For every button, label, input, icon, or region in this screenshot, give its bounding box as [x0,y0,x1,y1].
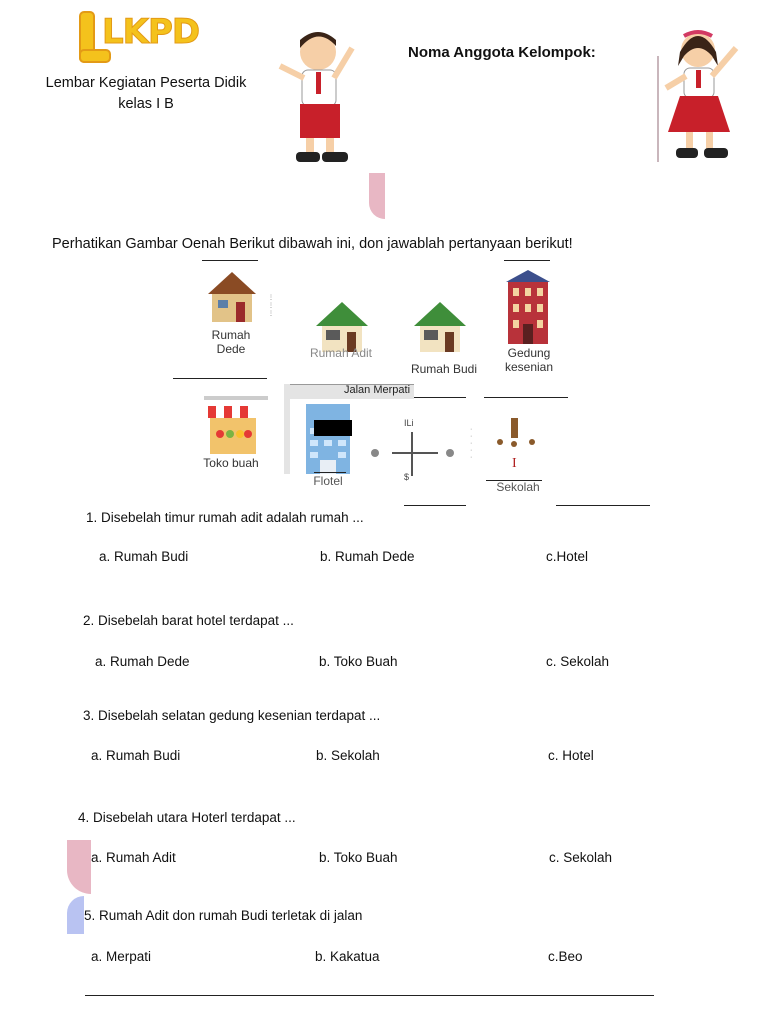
lkpd-logo [76,10,200,66]
girl-student-illustration [656,26,746,166]
q3-option-b[interactable]: b. Sekolah [316,748,380,763]
decorative-blue-shape [67,896,84,934]
q1-option-c[interactable]: c.Hotel [546,549,589,564]
toko-buah-label: Toko buah [196,456,266,470]
compass-icon [366,420,466,484]
boy-student-illustration [276,26,366,166]
sekolah-school-icon [494,416,540,448]
group-members-label: Noma Anggota Kelompok: [408,44,596,61]
compass-south: $ [404,472,410,482]
rumah-dede-house-icon [204,268,260,324]
q1-option-b[interactable]: b. Rumah Dede [320,549,415,564]
rumah-budi-label: Rumah Budi [410,362,478,376]
question-2: 2. Disebelah barat hotel terdapat ... [83,613,294,628]
hotel-building-icon [306,404,350,474]
compass-marks: · · · · · [470,426,473,461]
street-vertical [284,384,290,474]
gedung-kesenian-building-icon [504,268,552,346]
page-subtitle: Lembar Kegiatan Peserta Didik kelas I B [45,75,247,112]
q4-option-a[interactable]: a. Rumah Adit [91,850,176,865]
instruction-text: Perhatikan Gambar Oenah Berikut dibawah ini, don jawablah pertanyaan berikut! [52,236,573,252]
q3-option-a[interactable]: a. Rumah Budi [91,748,181,763]
question-4: 4. Disebelah utara Hoterl terdapat ... [78,810,296,825]
question-3: 3. Disebelah selatan gedung kesenian terdapat ... [83,708,381,723]
sekolah-label: Sekolah [496,480,540,494]
rumah-adit-label: Rumah Adit [309,346,373,360]
bottom-divider [85,995,654,996]
black-redaction-box [314,420,352,436]
decorative-pink-shape [369,173,385,219]
compass-north: ILi [404,418,414,428]
q5-option-a[interactable]: a. Merpati [91,949,152,964]
q3-option-c[interactable]: c. Hotel [548,748,594,763]
q2-option-a[interactable]: a. Rumah Dede [95,654,190,669]
compass-east: I [512,456,517,471]
gedung-kesenian-label: Gedung kesenian [504,346,554,374]
q4-option-b[interactable]: b. Toko Buah [319,850,398,865]
hotel-label: Flotel [313,474,343,488]
small-marks: ⋮ ⋮ ⋮ [268,295,274,317]
rumah-dede-label: Rumah Dede [211,328,251,356]
decorative-pink-shape-2 [67,840,91,894]
q1-option-a[interactable]: a. Rumah Budi [99,549,189,564]
rumah-budi-house-icon [412,298,468,354]
jalan-merpati-label: Jalan Merpati [344,384,411,396]
q2-option-c[interactable]: c. Sekolah [546,654,610,669]
q5-option-c[interactable]: c.Beo [548,949,583,964]
logo-text: LKPD [102,12,200,52]
question-5: 5. Rumah Adit don rumah Budi terletak di jalan [84,908,363,923]
q2-option-b[interactable]: b. Toko Buah [319,654,398,669]
question-1: 1. Disebelah timur rumah adit adalah rumah ... [86,510,364,525]
q5-option-b[interactable]: b. Kakatua [315,949,380,964]
q4-option-c[interactable]: c. Sekolah [549,850,613,865]
